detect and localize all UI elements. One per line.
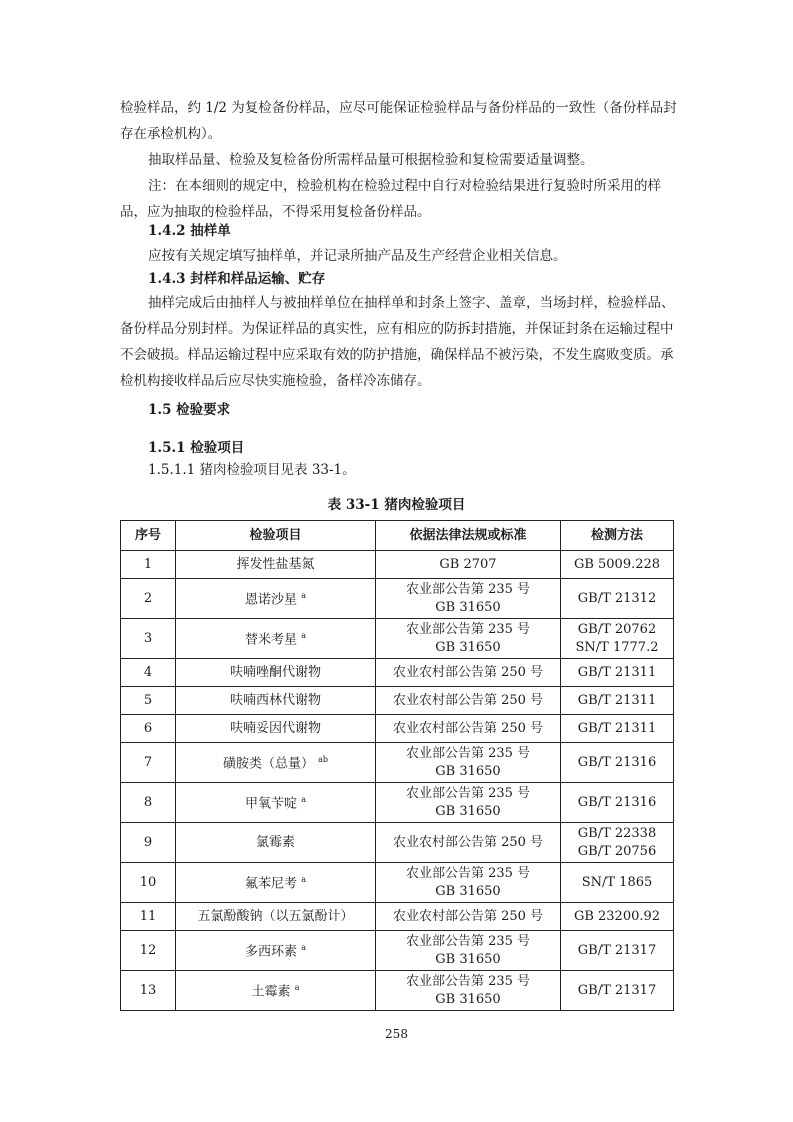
footnote-marker: a	[294, 983, 300, 993]
cell-no	[121, 743, 176, 783]
cell-no	[121, 903, 176, 931]
cell-no	[121, 659, 176, 687]
cell-no-text: 5	[143, 692, 153, 708]
cell-basis	[376, 743, 561, 783]
cell-method-text: SN/T 1777.2	[575, 639, 659, 655]
table-header-row	[121, 521, 674, 551]
cell-method-text: SN/T 1865	[581, 874, 653, 890]
cell-basis-text: 农业农村部公告第 250 号	[392, 908, 544, 924]
cell-basis-text: GB 31650	[435, 639, 501, 655]
cell-no	[121, 579, 176, 619]
cell-basis-text: GB 31650	[435, 763, 501, 779]
cell-no	[121, 931, 176, 971]
cell-no	[121, 823, 176, 863]
cell-item	[176, 931, 376, 971]
cell-no-text: 3	[143, 630, 153, 646]
cell-basis-text: 农业部公告第 235 号	[405, 933, 531, 949]
cell-no-text: 10	[139, 874, 157, 890]
cell-no	[121, 971, 176, 1011]
table-caption: 表 33-1 猪肉检验项目	[327, 497, 466, 513]
cell-item	[176, 659, 376, 687]
footnote-marker: a	[301, 795, 306, 805]
cell-basis-text: 农业部公告第 235 号	[405, 785, 531, 801]
cell-method	[561, 971, 674, 1011]
cell-no	[121, 715, 176, 743]
cell-item-text: 呋喃唑酮代谢物	[229, 664, 321, 680]
cell-item	[176, 551, 376, 579]
table-row	[121, 783, 674, 823]
cell-method-text: GB/T 20756	[577, 843, 657, 859]
cell-basis	[376, 823, 561, 863]
cell-method	[561, 903, 674, 931]
footnote-marker: a	[301, 591, 306, 601]
section-heading-sampling-form: 1.4.2 抽样单	[148, 223, 231, 239]
cell-method	[561, 823, 674, 863]
cell-no-text: 6	[143, 720, 153, 736]
cell-item-text: 呋喃西林代谢物	[229, 692, 321, 708]
cell-item	[176, 579, 376, 619]
cell-basis-text: 农业农村部公告第 250 号	[392, 692, 544, 708]
table-row	[121, 903, 674, 931]
cell-item	[176, 687, 376, 715]
cell-basis-text: GB 2707	[439, 556, 497, 572]
cell-basis-text: GB 31650	[435, 883, 501, 899]
cell-item-text: 磺胺类（总量）	[222, 756, 314, 772]
footnote-marker: ab	[318, 755, 329, 765]
cell-basis	[376, 715, 561, 743]
cell-item	[176, 863, 376, 903]
cell-method	[561, 551, 674, 579]
paragraph-sample-split: 检验样品，约 1/2 为复检备份样品，应尽可能保证检验样品与备份样品的一致性（备份样品封存在承检机构）。	[120, 100, 677, 142]
cell-basis-text: 农业农村部公告第 250 号	[392, 834, 544, 850]
cell-no-text: 7	[143, 754, 153, 770]
cell-basis	[376, 931, 561, 971]
table-body	[121, 551, 674, 1011]
footnote-marker: a	[301, 943, 306, 953]
section-heading-inspection-items: 1.5.1 检验项目	[148, 440, 245, 456]
cell-no-text: 1	[143, 556, 153, 572]
cell-basis-text: 农业部公告第 235 号	[405, 865, 531, 881]
cell-basis-text: 农业部公告第 235 号	[405, 973, 531, 989]
cell-item-text: 氟苯尼考	[245, 876, 298, 892]
table-row	[121, 931, 674, 971]
cell-basis-text: GB 31650	[435, 951, 501, 967]
section-heading-inspection-requirements: 1.5 检验要求	[148, 402, 231, 418]
cell-method	[561, 687, 674, 715]
table-row	[121, 619, 674, 659]
table-row	[121, 823, 674, 863]
table-row	[121, 659, 674, 687]
inspection-items-table	[120, 520, 674, 1011]
table-row	[121, 551, 674, 579]
cell-method	[561, 579, 674, 619]
cell-item	[176, 619, 376, 659]
cell-method-text: GB 23200.92	[573, 908, 661, 924]
cell-method	[561, 619, 674, 659]
cell-basis-text: 农业部公告第 235 号	[405, 745, 531, 761]
cell-no-text: 2	[143, 590, 153, 606]
cell-item	[176, 903, 376, 931]
cell-method-text: GB/T 22338	[577, 825, 657, 841]
cell-basis	[376, 783, 561, 823]
cell-method	[561, 931, 674, 971]
table-row	[121, 579, 674, 619]
cell-no	[121, 619, 176, 659]
cell-no	[121, 783, 176, 823]
cell-basis-text: GB 31650	[435, 991, 501, 1007]
cell-basis	[376, 619, 561, 659]
cell-no-text: 11	[139, 908, 157, 924]
cell-method	[561, 715, 674, 743]
cell-method	[561, 783, 674, 823]
cell-method	[561, 863, 674, 903]
cell-basis-text: GB 31650	[435, 599, 501, 615]
table-row	[121, 687, 674, 715]
cell-item	[176, 823, 376, 863]
header-no: 序号	[121, 521, 176, 551]
cell-item-text: 替米考星	[245, 632, 298, 648]
cell-basis	[376, 659, 561, 687]
cell-no	[121, 863, 176, 903]
cell-no	[121, 687, 176, 715]
cell-item-text: 甲氧苄啶	[245, 796, 298, 812]
cell-no	[121, 551, 176, 579]
cell-method-text: GB/T 21311	[577, 720, 657, 736]
cell-method-text: GB/T 21316	[577, 794, 657, 810]
cell-no-text: 8	[143, 794, 153, 810]
cell-item	[176, 743, 376, 783]
cell-no-text: 12	[139, 942, 157, 958]
footnote-marker: a	[301, 631, 306, 641]
cell-method-text: GB/T 20762	[577, 621, 657, 637]
cell-basis-text: 农业农村部公告第 250 号	[392, 664, 544, 680]
cell-item-text: 五氯酚酸钠（以五氯酚计）	[197, 908, 354, 924]
cell-method	[561, 743, 674, 783]
cell-basis-text: GB 31650	[435, 803, 501, 819]
cell-method-text: GB/T 21312	[577, 590, 657, 606]
paragraph-sampling-form: 应按有关规定填写抽样单，并记录所抽产品及生产经营企业相关信息。	[148, 248, 567, 264]
paragraph-note: 注：在本细则的规定中，检验机构在检验过程中自行对检验结果进行复验时所采用的样品，应为抽取的检验样品，不得采用复检备份样品。	[120, 178, 661, 220]
cell-basis	[376, 971, 561, 1011]
cell-item	[176, 971, 376, 1011]
cell-item	[176, 783, 376, 823]
table-row	[121, 743, 674, 783]
page-number: 258	[385, 1027, 408, 1041]
cell-item-text: 呋喃妥因代谢物	[229, 720, 321, 736]
cell-method-text: GB 5009.228	[573, 556, 661, 572]
cell-method-text: GB/T 21311	[577, 692, 657, 708]
cell-item-text: 挥发性盐基氮	[236, 556, 315, 572]
table-row	[121, 863, 674, 903]
cell-method-text: GB/T 21317	[577, 942, 657, 958]
cell-no-text: 13	[139, 982, 157, 998]
section-heading-sealing-transport: 1.4.3 封样和样品运输、贮存	[148, 271, 326, 287]
cell-basis	[376, 687, 561, 715]
cell-basis	[376, 579, 561, 619]
cell-basis	[376, 551, 561, 579]
cell-item-text: 多西环素	[245, 944, 298, 960]
cell-method-text: GB/T 21317	[577, 982, 657, 998]
header-basis: 依据法律法规或标准	[376, 521, 561, 551]
table-row	[121, 715, 674, 743]
paragraph-sample-quantity: 抽取样品量、检验及复检备份所需样品量可根据检验和复检需要适量调整。	[148, 152, 594, 168]
cell-item-text: 恩诺沙星	[245, 592, 298, 608]
cell-item-text: 土霉素	[251, 984, 291, 1000]
cell-basis	[376, 863, 561, 903]
cell-method-text: GB/T 21316	[577, 754, 657, 770]
cell-basis-text: 农业部公告第 235 号	[405, 581, 531, 597]
paragraph-sealing-transport: 抽样完成后由抽样人与被抽样单位在抽样单和封条上签字、盖章，当场封样，检验样品、备份样品分别封样。为保证样品的真实性，应有相应的防拆封措施，并保证封条在运输过程中不会破损。样品运输过程中应采取有效的防护措施，确保样品不被污染，不发生腐败变质。承检机构接收样品后应尽快实施检验，备样冷冻储存。	[120, 295, 675, 389]
cell-item-text: 氯霉素	[255, 834, 295, 850]
cell-item	[176, 715, 376, 743]
cell-basis-text: 农业部公告第 235 号	[405, 621, 531, 637]
cell-method	[561, 659, 674, 687]
header-item: 检验项目	[176, 521, 376, 551]
table-row	[121, 971, 674, 1011]
cell-basis-text: 农业农村部公告第 250 号	[392, 720, 544, 736]
paragraph-table-reference: 1.5.1.1 猪肉检验项目见表 33-1。	[148, 462, 356, 478]
footnote-marker: a	[301, 875, 306, 885]
cell-no-text: 9	[143, 834, 153, 850]
cell-no-text: 4	[143, 664, 153, 680]
header-method: 检测方法	[561, 521, 674, 551]
cell-method-text: GB/T 21311	[577, 664, 657, 680]
cell-basis	[376, 903, 561, 931]
